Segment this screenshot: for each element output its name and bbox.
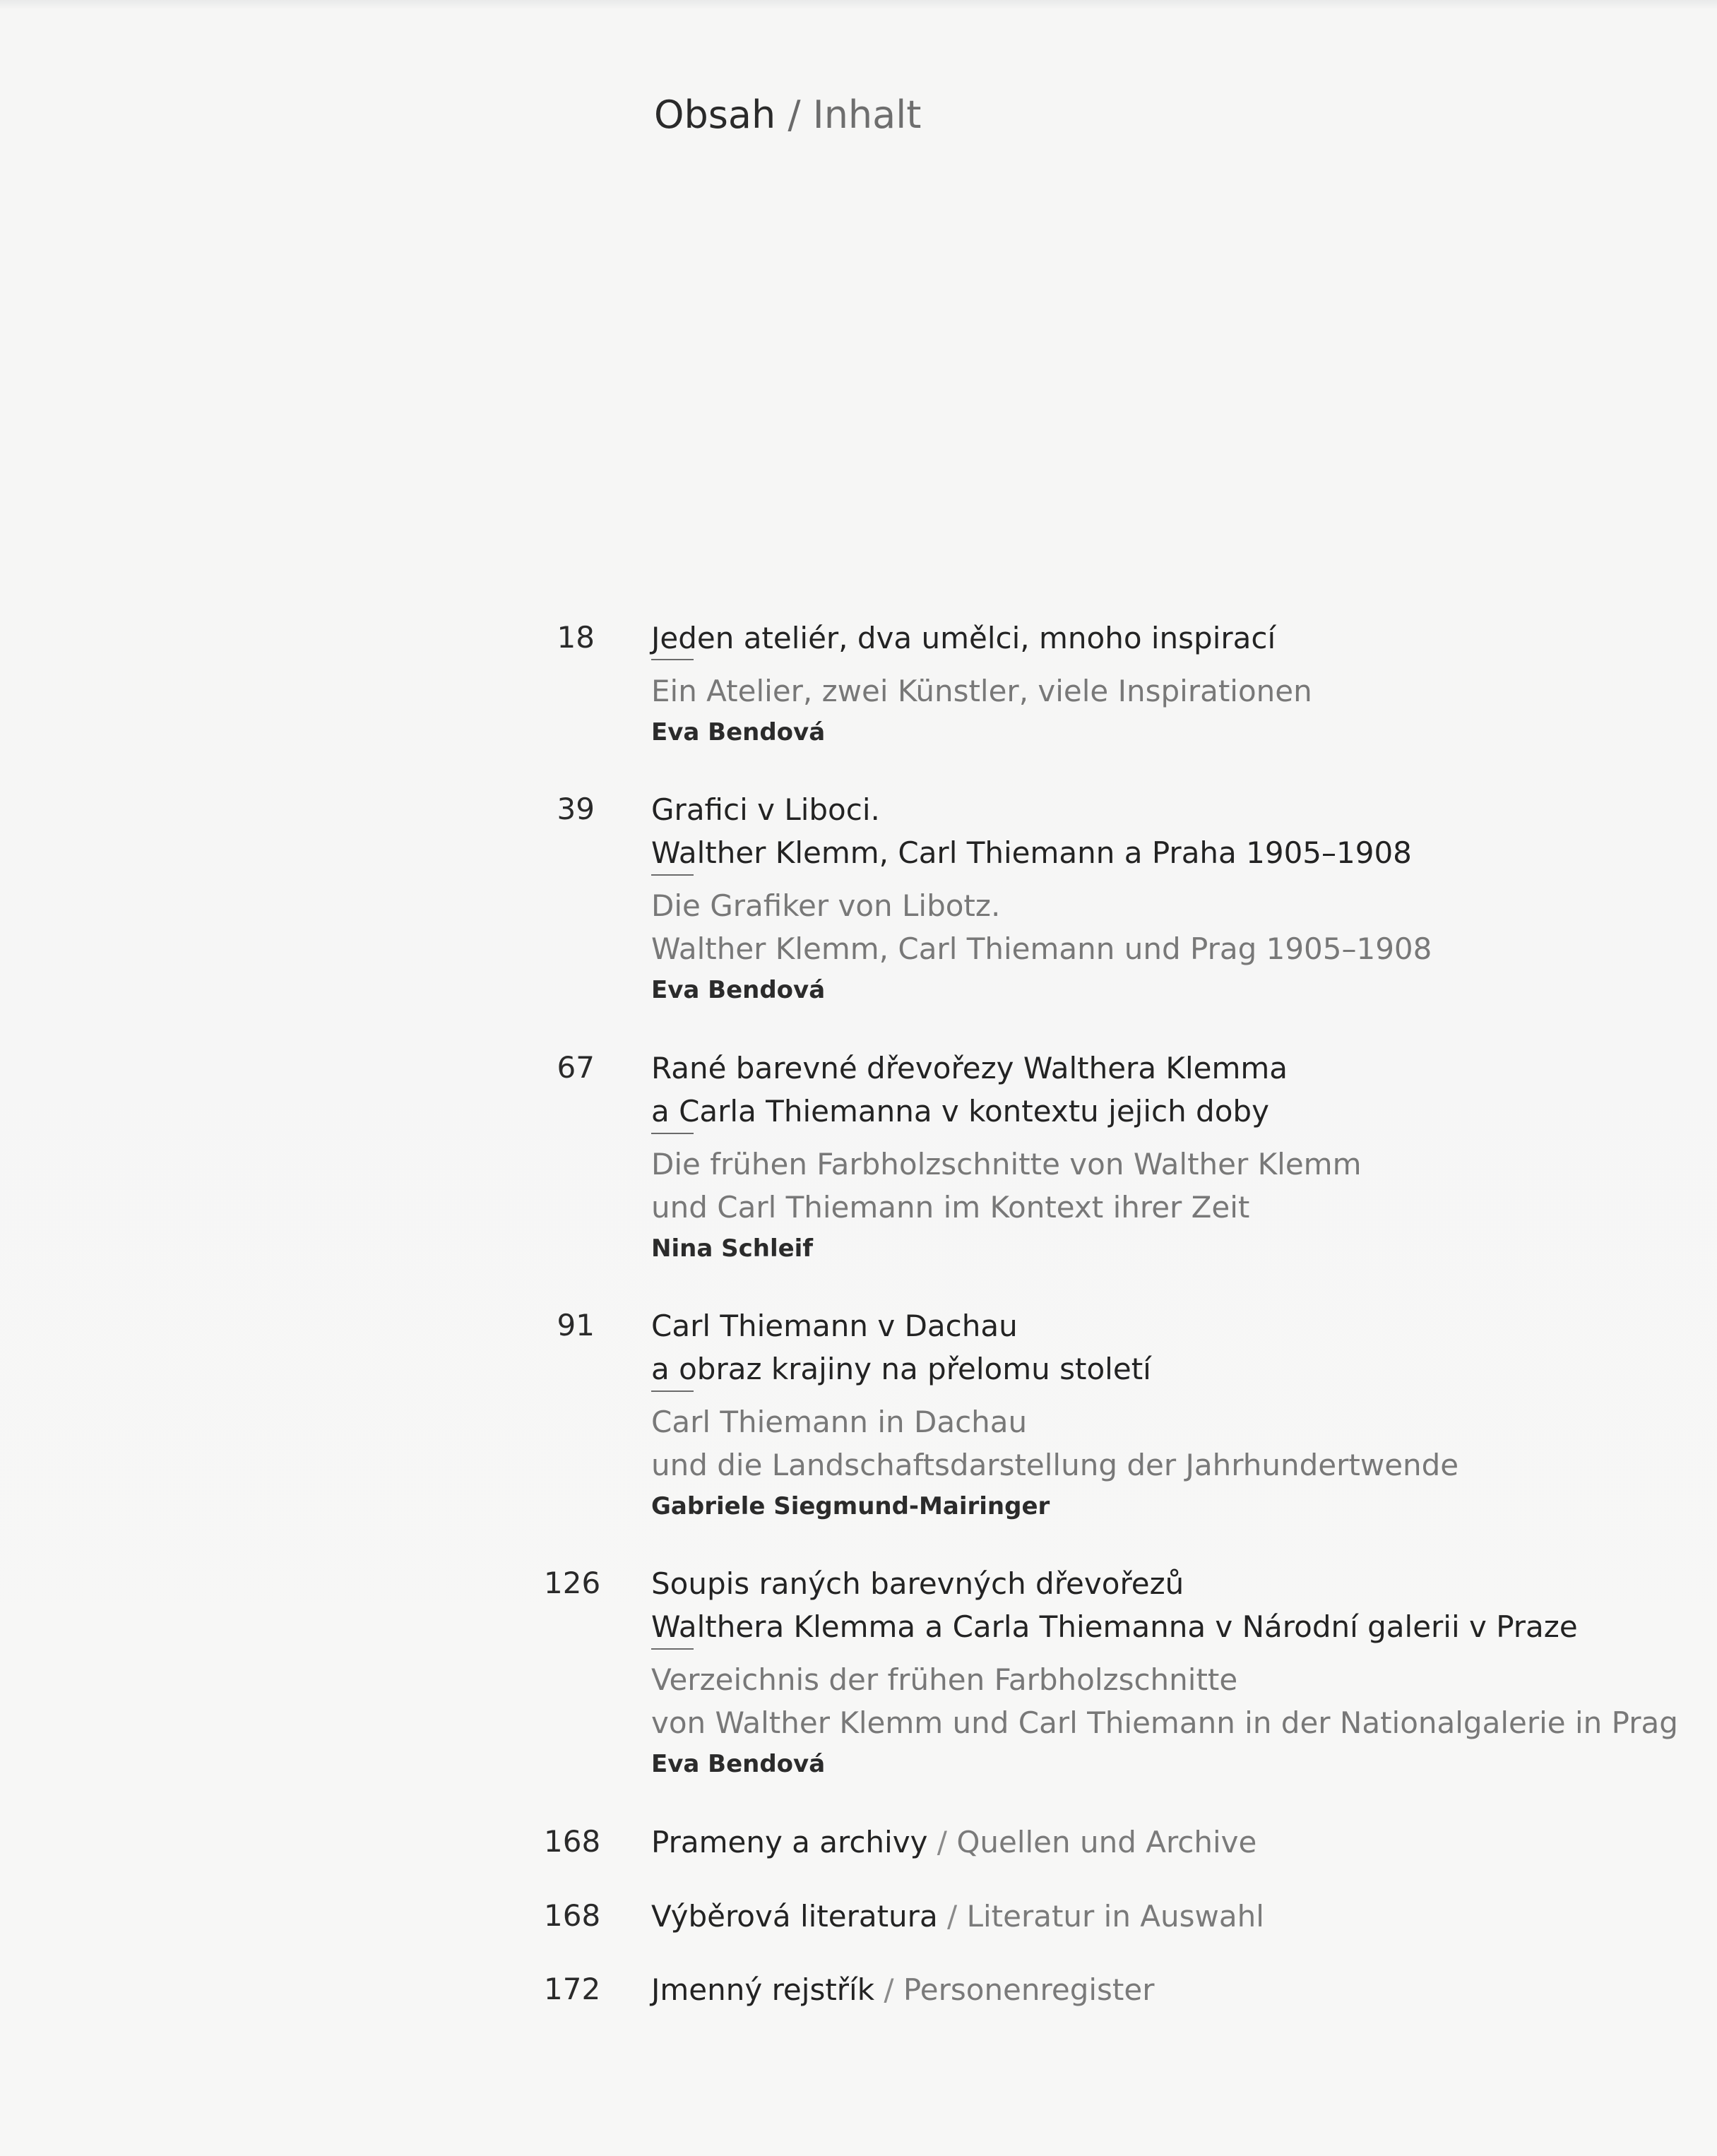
title-separator: / <box>788 93 801 137</box>
entry-text <box>651 1562 1697 1784</box>
entry-title <box>651 1821 1697 1864</box>
page-number: 168 <box>544 1898 601 1933</box>
german-title-line: Ein Atelier, zwei Künstler, viele Inspirationen <box>651 674 1312 708</box>
entry-text <box>651 788 1697 1010</box>
title-underline-rule <box>651 659 694 660</box>
entry-title <box>651 1895 1697 1938</box>
entry-text <box>651 1047 1697 1268</box>
czech-title-line: Rané barevné dřevořezy Walthera Klemma <box>651 1051 1288 1085</box>
title-underline-rule <box>651 1648 694 1650</box>
title-separator: / <box>937 1825 947 1859</box>
german-title-line: Carl Thiemann in Dachau <box>651 1405 1028 1439</box>
german-title-line: Die frühen Farbholzschnitte von Walther Klemm <box>651 1147 1362 1181</box>
czech-title-line: Walther Klemm, Carl Thiemann a Praha 1905–1908 <box>651 835 1412 870</box>
author-name: Eva Bendová <box>651 1750 826 1778</box>
title-underline-rule <box>651 1390 694 1392</box>
page-number: 168 <box>544 1824 601 1859</box>
czech-title-line: a obraz krajiny na přelomu století <box>651 1352 1151 1386</box>
czech-title-line: Carl Thiemann v Dachau <box>651 1309 1018 1343</box>
german-title-line: von Walther Klemm und Carl Thiemann in der Nationalgalerie in Prag <box>651 1705 1678 1740</box>
german-title-line: Walther Klemm, Carl Thiemann und Prag 1905–1908 <box>651 931 1432 966</box>
entry-text <box>651 1304 1697 1526</box>
page-number: 39 <box>557 792 595 826</box>
czech-title: Jmenný rejstřík <box>651 1972 875 2007</box>
page-title <box>654 90 921 140</box>
entry-text <box>651 617 1697 752</box>
page-number: 126 <box>544 1566 601 1600</box>
german-title-line: und Carl Thiemann im Kontext ihrer Zeit <box>651 1190 1250 1225</box>
czech-title: Prameny a archivy <box>651 1825 928 1859</box>
title-main: Obsah <box>654 93 776 137</box>
german-title: Quellen und Archive <box>956 1825 1257 1859</box>
page-number: 91 <box>557 1308 595 1342</box>
author-name: Eva Bendová <box>651 976 826 1004</box>
title-separator: / <box>947 1899 958 1934</box>
page-number: 18 <box>557 620 595 655</box>
czech-title-line: Soupis raných barevných dřevořezů <box>651 1566 1184 1601</box>
german-title-line: Die Grafiker von Libotz. <box>651 888 1001 923</box>
author-name: Gabriele Siegmund-Mairinger <box>651 1492 1050 1520</box>
title-underline-rule <box>651 1133 694 1134</box>
german-title: Literatur in Auswahl <box>966 1899 1264 1934</box>
title-alt: Inhalt <box>812 93 922 137</box>
german-title: Personenregister <box>903 1972 1155 2007</box>
czech-title-line: a Carla Thiemanna v kontextu jejich doby <box>651 1094 1269 1128</box>
entry-title <box>651 1968 1697 2011</box>
czech-title: Výběrová literatura <box>651 1899 938 1934</box>
czech-title-line: Grafici v Liboci. <box>651 792 880 827</box>
author-name: Eva Bendová <box>651 718 826 746</box>
german-title-line: und die Landschaftsdarstellung der Jahrhundertwende <box>651 1448 1459 1482</box>
author-name: Nina Schleif <box>651 1234 814 1263</box>
title-underline-rule <box>651 874 694 876</box>
czech-title-line: Jeden ateliér, dva umělci, mnoho inspirací <box>651 621 1276 655</box>
czech-title-line: Walthera Klemma a Carla Thiemanna v Národní galerii v Praze <box>651 1609 1578 1644</box>
german-title-line: Verzeichnis der frühen Farbholzschnitte <box>651 1662 1238 1697</box>
page-number: 67 <box>557 1050 595 1085</box>
page-number: 172 <box>544 1972 601 2006</box>
title-separator: / <box>884 1972 894 2007</box>
